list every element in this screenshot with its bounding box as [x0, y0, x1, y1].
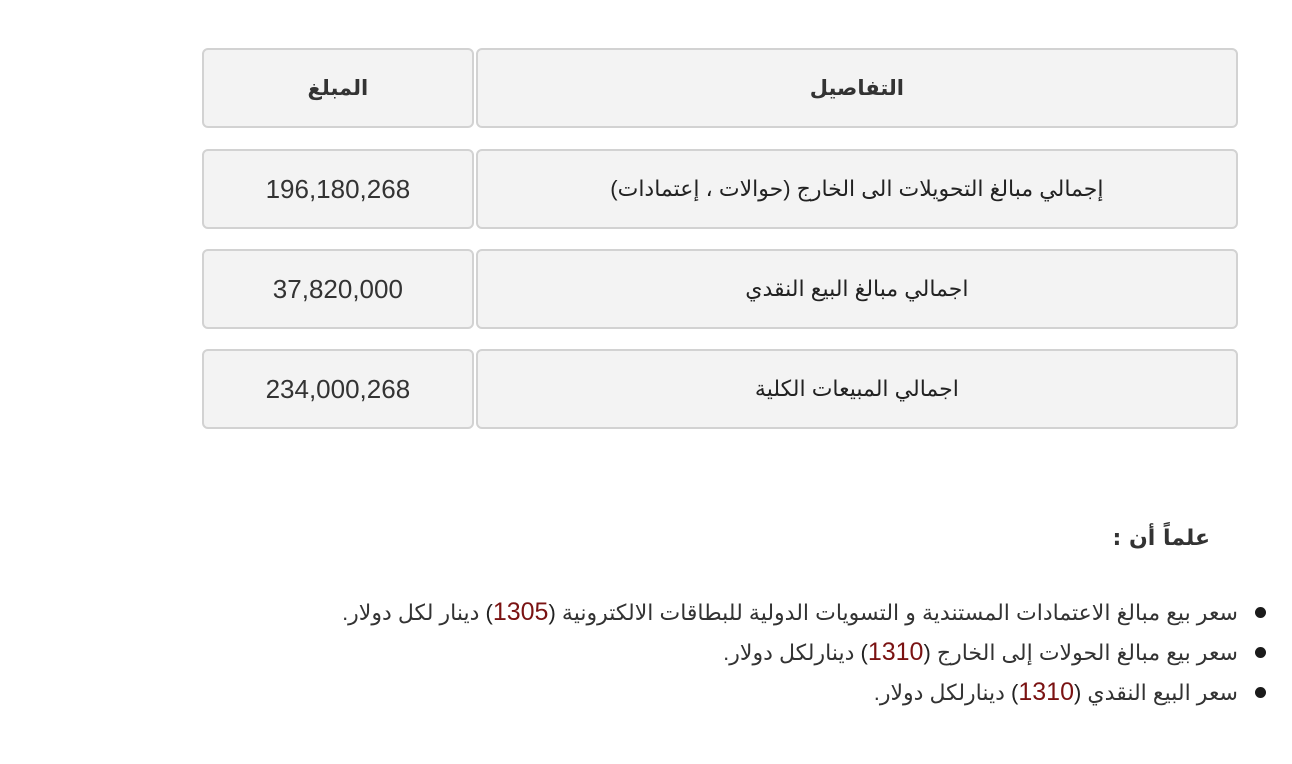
notes-title: علماً أن :	[1112, 526, 1210, 551]
list-item: سعر بيع مبالغ الاعتمادات المستندية و التسويات الدولية للبطاقات الالكترونية (1305) دينار لكل دولار.	[272, 592, 1272, 632]
bullet-icon	[1255, 607, 1266, 618]
list-item: سعر بيع مبالغ الحولات إلى الخارج (1310) دينارلكل دولار.	[272, 632, 1272, 672]
header-amount-cell: المبلغ	[202, 48, 474, 128]
list-item: سعر البيع النقدي (1310) دينارلكل دولار.	[272, 672, 1272, 712]
exchange-rate-value: 1305	[492, 598, 549, 626]
bullet-icon	[1255, 687, 1266, 698]
bullet-icon	[1255, 647, 1266, 658]
note-suffix: دينارلكل دولار.	[873, 680, 1012, 705]
note-suffix: دينارلكل دولار.	[723, 640, 861, 665]
row-amount-cell: 196,180,268	[202, 149, 474, 229]
table-header-row	[202, 48, 1238, 128]
table-row	[202, 349, 1238, 429]
row-details-cell: إجمالي مبالغ التحويلات الى الخارج (حوالات ، إعتمادات)	[476, 149, 1238, 229]
exchange-rate-notes-list	[272, 592, 1272, 712]
row-details-cell: اجمالي مبالغ البيع النقدي	[476, 249, 1238, 329]
header-details-cell: التفاصيل	[476, 48, 1238, 128]
row-details-cell: اجمالي المبيعات الكلية	[476, 349, 1238, 429]
note-prefix: سعر بيع مبالغ الحولات إلى الخارج	[930, 640, 1238, 665]
note-prefix: سعر البيع النقدي	[1081, 680, 1238, 705]
table-row	[202, 249, 1238, 329]
table-row	[202, 149, 1238, 229]
exchange-rate-value: 1310	[1018, 678, 1074, 706]
note-suffix: دينار لكل دولار.	[342, 600, 486, 625]
exchange-rate-value: 1310	[867, 638, 924, 666]
sales-summary-table	[202, 48, 1238, 449]
note-prefix: سعر بيع مبالغ الاعتمادات المستندية و التسويات الدولية للبطاقات الالكترونية	[555, 600, 1238, 625]
row-amount-cell: 234,000,268	[202, 349, 474, 429]
row-amount-cell: 37,820,000	[202, 249, 474, 329]
